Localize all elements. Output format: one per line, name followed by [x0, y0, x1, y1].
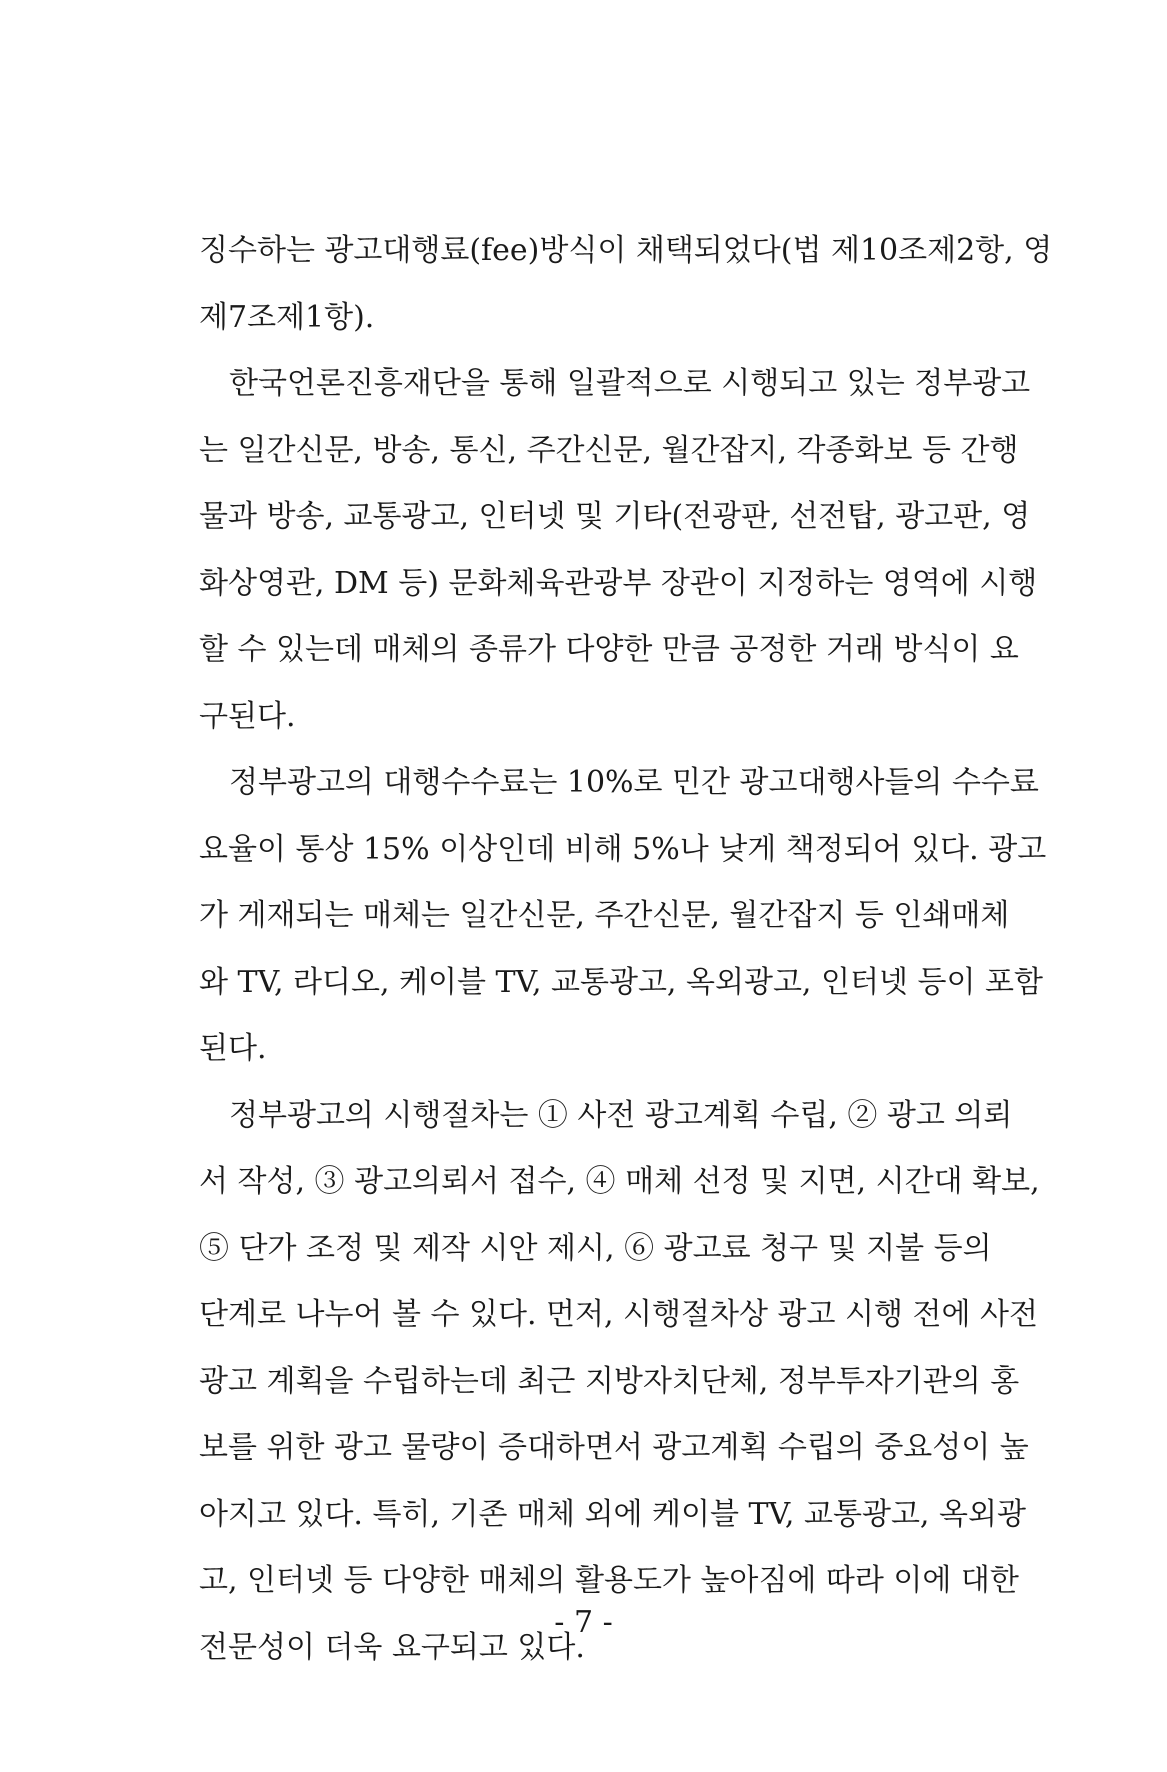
- text-line: 한국언론진흥재단을 통해 일괄적으로 시행되고 있는 정부광고: [229, 366, 1031, 401]
- text-line: 단계로 나누어 볼 수 있다. 먼저, 시행절차상 광고 시행 전에 사전: [199, 1297, 1038, 1332]
- text-line: 서 작성, ③ 광고의뢰서 접수, ④ 매체 선정 및 지면, 시간대 확보,: [199, 1164, 1040, 1199]
- body-text: [199, 218, 1053, 1681]
- text-line: 된다.: [199, 1031, 267, 1066]
- text-line: 제7조제1항).: [199, 299, 375, 335]
- paragraph-fee-method: [199, 218, 1053, 351]
- text-line: 와 TV, 라디오, 케이블 TV, 교통광고, 옥외광고, 인터넷 등이 포함: [199, 964, 1043, 1000]
- text-line: 할 수 있는데 매체의 종류가 다양한 만큼 공정한 거래 방식이 요: [199, 632, 1019, 667]
- text-line: ⑤ 단가 조정 및 제작 시안 제시, ⑥ 광고료 청구 및 지불 등의: [199, 1230, 992, 1266]
- text-line: 화상영관, DM 등) 문화체육관광부 장관이 지정하는 영역에 시행: [199, 565, 1038, 601]
- text-line: 보를 위한 광고 물량이 증대하면서 광고계획 수립의 중요성이 높: [199, 1430, 1029, 1465]
- text-line: 구된다.: [199, 698, 296, 734]
- text-line: 전문성이 더욱 요구되고 있다.: [199, 1629, 585, 1665]
- page-number: - 7 -: [554, 1605, 613, 1640]
- text-line: 물과 방송, 교통광고, 인터넷 및 기타(전광판, 선전탑, 광고판, 영: [199, 499, 1031, 534]
- paragraph-commission: [199, 750, 1047, 1083]
- text-line: 는 일간신문, 방송, 통신, 주간신문, 월간잡지, 각종화보 등 간행: [199, 432, 1019, 468]
- paragraph-procedure: [199, 1083, 1040, 1682]
- paragraph-media-scope: [199, 351, 1038, 750]
- text-line: 정부광고의 시행절차는 ① 사전 광고계획 수립, ② 광고 의뢰: [229, 1097, 1013, 1133]
- text-line: 고, 인터넷 등 다양한 매체의 활용도가 높아짐에 따라 이에 대한: [199, 1563, 1019, 1598]
- text-line: 아지고 있다. 특히, 기존 매체 외에 케이블 TV, 교통광고, 옥외광: [199, 1496, 1026, 1532]
- text-line: 가 게재되는 매체는 일간신문, 주간신문, 월간잡지 등 인쇄매체: [199, 898, 1010, 933]
- text-line: 요율이 통상 15% 이상인데 비해 5%나 낮게 책정되어 있다. 광고: [199, 831, 1047, 867]
- text-line: 징수하는 광고대행료(fee)방식이 채택되었다(법 제10조제2항, 영: [199, 233, 1053, 268]
- text-line: 정부광고의 대행수수료는 10%로 민간 광고대행사들의 수수료: [229, 765, 1039, 800]
- text-line: 광고 계획을 수립하는데 최근 지방자치단체, 정부투자기관의 홍: [199, 1363, 1020, 1399]
